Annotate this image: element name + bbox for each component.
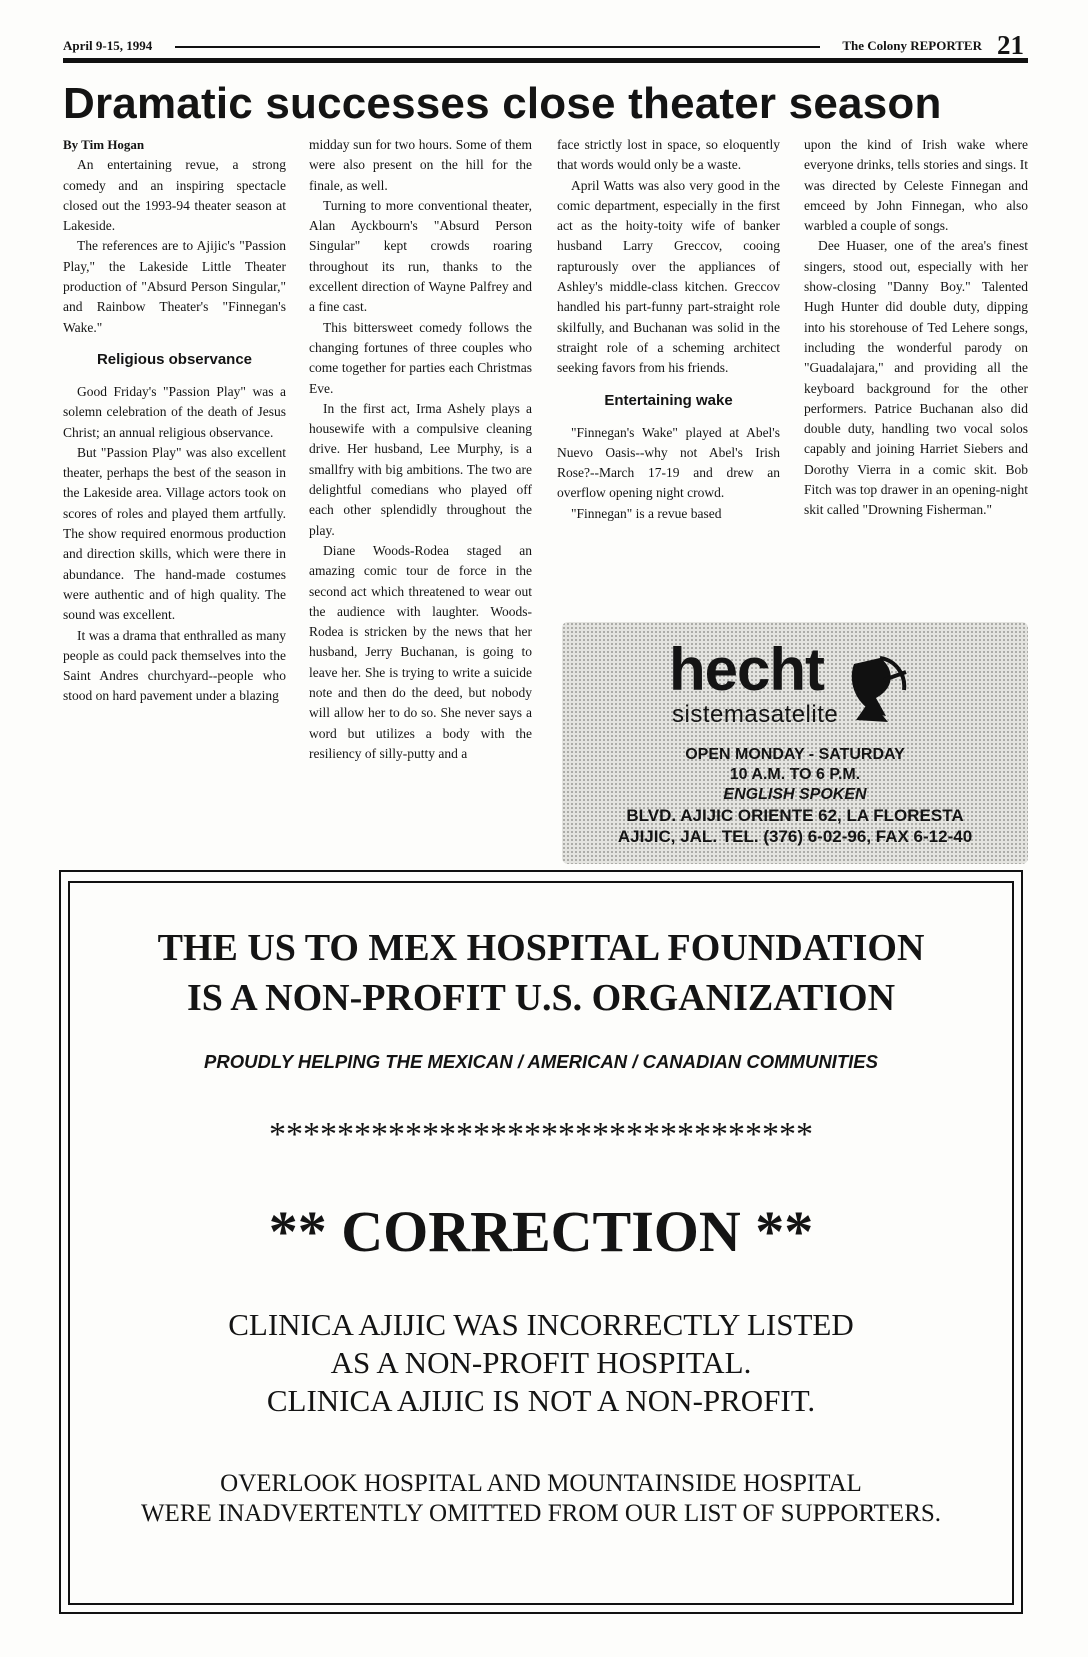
ad-hours-days: OPEN MONDAY - SATURDAY xyxy=(685,746,905,763)
hecht-advertisement xyxy=(562,622,1028,864)
ad-hours-time: 10 A.M. TO 6 P.M. xyxy=(729,766,861,783)
paragraph: face strictly lost in space, so eloquently that words would only be a waste. xyxy=(557,137,780,173)
paragraph: "Finnegan's Wake" played at Abel's Nuevo Oasis--why not Abel's Irish Rose?--March 17-19 and drew an overflow opening night crowd. xyxy=(557,424,780,501)
publication-name: The Colony REPORTER xyxy=(842,38,982,53)
article-column-4 xyxy=(804,135,1028,521)
correction-heading: ** CORRECTION ** xyxy=(268,1199,814,1264)
byline: By Tim Hogan xyxy=(63,137,145,152)
subheading: Entertaining wake xyxy=(604,391,733,409)
correction-line-1: CLINICA AJIJIC WAS INCORRECTLY LISTED xyxy=(228,1307,854,1342)
ad-phone-fax: AJIJIC, JAL. TEL. (376) 6-02-96, FAX 6-12-40 xyxy=(617,827,973,846)
paragraph: "Finnegan" is a revue based xyxy=(571,505,722,521)
hecht-subbrand: sistemasatelite xyxy=(672,701,839,728)
issue-date: April 9-15, 1994 xyxy=(63,38,153,53)
header-rule xyxy=(175,46,820,48)
ad-language: ENGLISH SPOKEN xyxy=(723,786,867,803)
notice-title-line-1: THE US TO MEX HOSPITAL FOUNDATION xyxy=(157,927,925,969)
star-divider: ******************************** xyxy=(269,1116,813,1153)
omission-line-2: WERE INADVERTENTLY OMITTED FROM OUR LIST OF SUPPORTERS. xyxy=(140,1500,942,1527)
notice-title-line-2: IS A NON-PROFIT U.S. ORGANIZATION xyxy=(186,977,896,1019)
paragraph: Diane Woods-Rodea staged an amazing comic tour de force in the second act which threatened to wear out the audience with laughter. Woods-Rodea is stricken by the news that her husband, Jerry Buchanan, is going to leave her. She is trying to write a suicide note and then do the deed, but nobody will allow her to do so. She never says a word but utilizes a body with the resiliency of silly-putty and a xyxy=(309,542,532,761)
article-headline: Dramatic successes close theater season xyxy=(63,79,942,128)
paragraph: Turning to more conventional theater, Alan Ayckbourn's "Absurd Person Singular" kept crowds roaring throughout its run, thanks to the excellent direction of Wayne Palfrey and a fine cast. xyxy=(309,197,532,315)
ad-address: BLVD. AJIJIC ORIENTE 62, LA FLORESTA xyxy=(626,806,964,825)
paragraph: April Watts was also very good in the comic department, especially in the first act as the hoity-toity wife of banker husband Larry Greccov, cooing rapturously over the appliances of Ashley's middle-class kitchen. Greccov handled his part-funny part-straight role skilfully, and Buchanan was solid in the straight role of a scheming architect seeking favors from his friends. xyxy=(557,177,780,376)
hecht-logo-text: hecht xyxy=(669,636,825,703)
paragraph: But "Passion Play" was also excellent theater, perhaps the best of the season in the Lakeside area. Village actors took on scores of roles and played them artfully. The show required enormous production and direction skills, which were there in abundance. The hand-made costumes were authentic and of high quality. The sound was excellent. xyxy=(63,444,286,623)
correction-line-3: CLINICA AJIJIC IS NOT A NON-PROFIT. xyxy=(266,1383,816,1418)
article-column-1 xyxy=(63,135,286,707)
paragraph: In the first act, Irma Ashely plays a housewife with a compulsive cleaning drive. Her husband, Lee Murphy, is a smallfry with big ambitions. The two are delightful comedians who played off each other splendidly throughout the play. xyxy=(309,400,532,538)
subheading: Religious observance xyxy=(96,350,253,368)
paragraph: The references are to Ajijic's "Passion Play," the Lakeside Little Theater production of "Absurd Person Singular," and Rainbow Theater's "Finnegan's Wake." xyxy=(63,238,286,335)
satellite-dish-icon xyxy=(840,646,920,726)
article-column-3 xyxy=(557,135,780,524)
paragraph: upon the kind of Irish wake where everyone drinks, tells stories and sings. It was directed by Celeste Finnegan and emceed by John Finnegan, who also warbled a couple of songs. xyxy=(804,137,1028,234)
paragraph: It was a drama that enthralled as many people as could pack themselves into the Saint Andres churchyard--people who stood on hard pavement under a blazing xyxy=(63,627,286,704)
paragraph: This bittersweet comedy follows the changing fortunes of three couples who come together for parties each Christmas Eve. xyxy=(309,319,532,396)
foundation-notice-box xyxy=(59,870,1023,1614)
notice-tagline: PROUDLY HELPING THE MEXICAN / AMERICAN / CANADIAN COMMUNITIES xyxy=(204,1051,878,1072)
paragraph: Good Friday's "Passion Play" was a solemn celebration of the death of Jesus Christ; an annual religious observance. xyxy=(63,383,286,440)
paragraph: Dee Huaser, one of the area's finest singers, stood out, especially with her show-closing "Danny Boy." Talented Hugh Hunter did double duty, dipping into his storehouse of Ted Lehere songs, including the wonderful parody on "Guadalajara," and providing all the keyboard background for the other performers. Patrice Buchanan also did double duty, handling two vocal solos capably and joining Harriet Siebers and Dorothy Vierra in a comic skit. Bob Fitch was top drawer in an opening-night skit called "Drowning Fisherman." xyxy=(804,238,1028,518)
article-column-2 xyxy=(309,135,532,764)
paragraph: An entertaining revue, a strong comedy and an inspiring spectacle closed out the 1993-94 theater season at Lakeside. xyxy=(63,157,286,234)
notice-inner-frame xyxy=(68,881,1014,1605)
omission-line-1: OVERLOOK HOSPITAL AND MOUNTAINSIDE HOSPITAL xyxy=(220,1470,862,1497)
page-number: 21 xyxy=(997,30,1024,60)
correction-line-2: AS A NON-PROFIT HOSPITAL. xyxy=(330,1345,752,1380)
masthead-divider xyxy=(63,58,1028,63)
paragraph: midday sun for two hours. Some of them were also present on the hill for the finale, as well. xyxy=(309,137,532,193)
